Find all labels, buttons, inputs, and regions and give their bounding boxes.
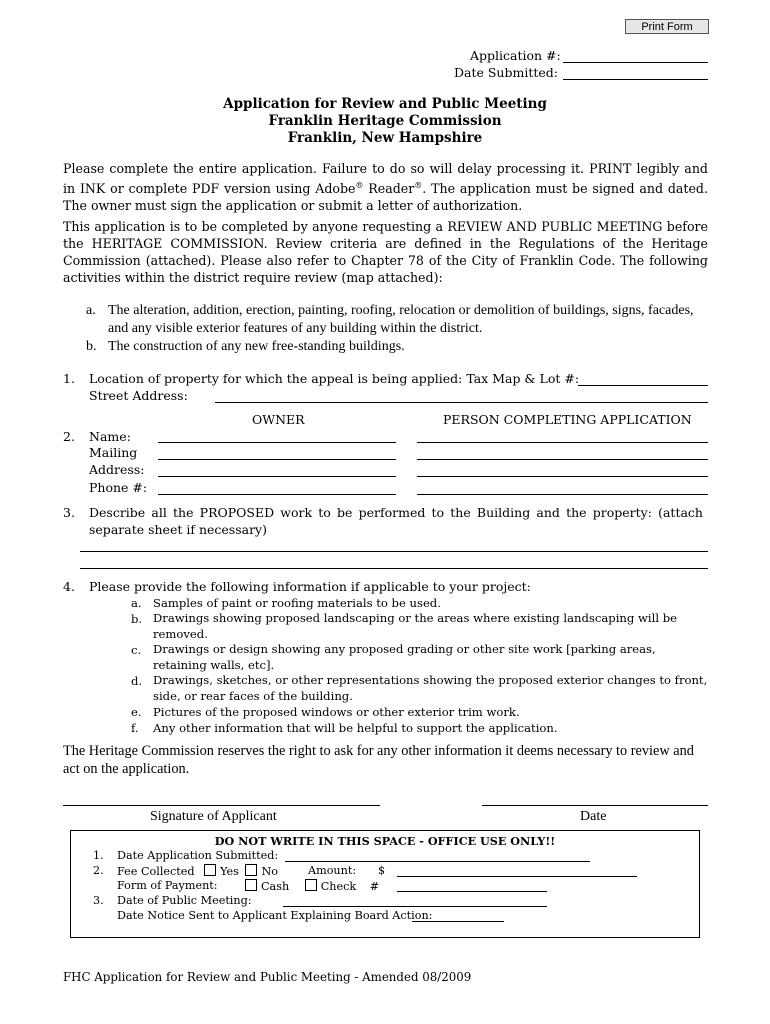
amount-field[interactable] <box>397 876 637 877</box>
applicant-address-field[interactable] <box>417 476 708 477</box>
intro-paragraph-2: This application is to be completed by anyone requesting a REVIEW AND PUBLIC MEETING before the HERITAGE COMMISSION. Review criteria are defined in the Regulations of the Heritage Commission (attached). Please also refer to Chapter 78 of the City of Franklin Code. The following activities within the district require review (map attached): <box>63 219 708 285</box>
applicant-phone-field[interactable] <box>417 494 708 495</box>
location-subtitle: Franklin, New Hampshire <box>287 130 483 146</box>
office-row2-number: 2. <box>93 864 104 877</box>
date-public-meeting-label: Date of Public Meeting: <box>117 894 252 907</box>
phone-label: Phone #: <box>89 480 148 495</box>
q4-item-c-letter: c. <box>131 643 142 657</box>
footer-text: FHC Application for Review and Public Meeting - Amended 08/2009 <box>63 970 472 984</box>
q4-item-a-text: Samples of paint or roofing materials to be used. <box>153 596 441 610</box>
fee-collected-row <box>117 864 278 879</box>
application-number-field[interactable] <box>563 62 708 63</box>
form-title: Application for Review and Public Meeting <box>223 96 547 112</box>
q3-text: Describe all the PROPOSED work to be performed to the Building and the property: (attach separate sheet if necessary) <box>89 505 703 537</box>
q4-item-f-text: Any other information that will be helpful to support the application. <box>153 721 558 735</box>
q4-item-b-text: Drawings showing proposed landscaping or the areas where existing landscaping will be removed. <box>153 611 678 641</box>
address-label: Address: <box>89 462 145 477</box>
check-number-field[interactable] <box>397 891 547 892</box>
street-address-field[interactable] <box>215 402 708 403</box>
intro-paragraph-1: Please complete the entire application. Failure to do so will delay processing it. PRINT legibly and in INK or complete PDF version using Adobe® Reader®. The application must be signed and dated. The owner must sign the application or submit a letter of authorization. <box>63 161 708 214</box>
q1-text: Location of property for which the appeal is being applied: Tax Map & Lot #: <box>89 371 580 386</box>
cash-label: Cash <box>261 880 290 893</box>
commission-name: Franklin Heritage Commission <box>268 113 502 129</box>
date-submitted-label: Date Submitted: <box>454 65 558 80</box>
street-address-label: Street Address: <box>89 388 188 403</box>
q4-item-c-text: Drawings or design showing any proposed grading or other site work [parking areas, retaining walls, etc]. <box>153 642 656 672</box>
fee-no-checkbox[interactable] <box>245 864 257 876</box>
owner-phone-field[interactable] <box>158 494 396 495</box>
activity-a-text: The alteration, addition, erection, painting, roofing, relocation or demolition of buildings, signs, facades, and any visible exterior features of any building within the district. <box>108 303 694 336</box>
q4-text: Please provide the following information if applicable to your project: <box>89 579 531 594</box>
office-row1-number: 1. <box>93 849 104 862</box>
q2-number: 2. <box>63 429 75 444</box>
q4-item-b-letter: b. <box>131 612 143 626</box>
date-label: Date <box>580 809 607 824</box>
name-label: Name: <box>89 429 131 444</box>
person-completing-header: PERSON COMPLETING APPLICATION <box>443 412 692 427</box>
owner-name-field[interactable] <box>158 442 396 443</box>
q4-number: 4. <box>63 579 75 594</box>
notice-sent-date-field[interactable] <box>412 921 504 922</box>
q4-item-e-text: Pictures of the proposed windows or other exterior trim work. <box>153 705 520 719</box>
check-checkbox[interactable] <box>305 879 317 891</box>
office-row3-number: 3. <box>93 894 104 907</box>
q4-item-e-letter: e. <box>131 705 142 719</box>
activity-b-letter: b. <box>86 339 97 354</box>
fee-collected-label: Fee Collected <box>117 865 195 878</box>
proposed-work-line-1[interactable] <box>80 551 708 552</box>
owner-header: OWNER <box>252 412 305 427</box>
applicant-mailing-field[interactable] <box>417 459 708 460</box>
applicant-name-field[interactable] <box>417 442 708 443</box>
activity-a-letter: a. <box>86 303 96 318</box>
signature-line[interactable] <box>63 805 380 806</box>
activity-b-text: The construction of any new free-standing buildings. <box>108 339 405 354</box>
application-number-label: Application #: <box>470 48 561 63</box>
reserve-statement: The Heritage Commission reserves the right to ask for any other information it deems necessary to review and act on the application. <box>63 743 694 777</box>
check-number-hash: # <box>369 880 380 893</box>
office-use-header: DO NOT WRITE IN THIS SPACE - OFFICE USE ONLY!! <box>214 834 556 848</box>
owner-address-field[interactable] <box>158 476 396 477</box>
q4-item-d-text: Drawings, sketches, or other representations showing the proposed exterior changes to front, side, or rear faces of the building. <box>153 673 708 703</box>
payment-options <box>245 879 379 894</box>
q4-item-d-letter: d. <box>131 674 143 688</box>
tax-map-lot-field[interactable] <box>578 385 708 386</box>
notice-sent-label: Date Notice Sent to Applicant Explaining Board Action: <box>117 909 433 922</box>
signature-date-line[interactable] <box>482 805 708 806</box>
print-form-button[interactable]: Print Form <box>625 19 709 34</box>
fee-yes-checkbox[interactable] <box>204 864 216 876</box>
date-application-submitted-label: Date Application Submitted: <box>117 849 279 862</box>
cash-checkbox[interactable] <box>245 879 257 891</box>
proposed-work-line-2[interactable] <box>80 568 708 569</box>
fee-no-label: No <box>261 865 279 878</box>
q3-number: 3. <box>63 505 75 520</box>
check-label: Check <box>320 880 357 893</box>
fee-yes-label: Yes <box>220 865 239 878</box>
public-meeting-date-field[interactable] <box>283 906 547 907</box>
dollar-sign: $ <box>378 864 386 877</box>
form-of-payment-label: Form of Payment: <box>117 879 218 892</box>
q1-number: 1. <box>63 371 75 386</box>
office-date-submitted-field[interactable] <box>285 861 590 862</box>
mailing-label: Mailing <box>89 445 138 460</box>
q4-item-a-letter: a. <box>131 596 142 610</box>
q4-item-f-letter: f. <box>131 721 139 735</box>
owner-mailing-field[interactable] <box>158 459 396 460</box>
amount-label: Amount: <box>308 864 357 877</box>
signature-label: Signature of Applicant <box>150 809 277 824</box>
date-submitted-field[interactable] <box>563 79 708 80</box>
